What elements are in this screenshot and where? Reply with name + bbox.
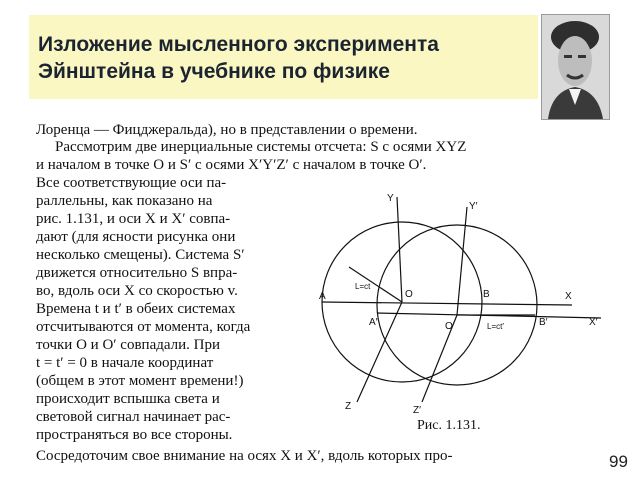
label-z: Z [345, 401, 352, 412]
label-x-prime: X′ [589, 317, 598, 328]
text-line: Сосредоточим свое внимание на осях X и X′, вдоль которых про- [36, 448, 453, 464]
text-line: (общем в этот момент времени!) [36, 373, 244, 389]
text-line: рис. 1.131, и оси X и X′ совпа- [36, 211, 231, 227]
label-b-prime: B′ [539, 317, 548, 328]
label-radius-ct: L=ct [355, 282, 371, 291]
page-number: 99 [609, 452, 628, 471]
label-radius-ct-prime: L=ct′ [487, 322, 504, 331]
text-line: движется относительно S впра- [36, 265, 238, 281]
x-axis [322, 302, 572, 305]
slide-title [38, 31, 538, 85]
text-line: отсчитываются от момента, когда [36, 319, 251, 335]
label-o-prime: O′ [445, 321, 455, 332]
figure-1-131 [317, 187, 601, 447]
text-line: Все соответствующие оси па- [36, 175, 227, 191]
slide-title-line-2: Эйнштейна в учебнике по физике [38, 60, 390, 83]
slide-title-line-1: Изложение мысленного эксперимента [38, 33, 439, 56]
text-line: Лоренца — Фицджеральда), но в представлении о времени. [36, 122, 418, 138]
text-line: дают (для ясности рисунка они [36, 229, 236, 245]
textbook-page [33, 122, 601, 468]
text-line: происходит вспышка света и [36, 391, 220, 407]
einstein-portrait [541, 14, 610, 120]
y-axis [397, 197, 402, 302]
text-line: во, вдоль оси X со скоростью v. [36, 283, 238, 299]
y-prime-axis [457, 207, 467, 315]
text-line: точки O и O′ совпадали. При [36, 337, 221, 353]
label-z-prime: Z′ [413, 405, 421, 416]
label-y: Y [387, 193, 394, 204]
label-a: A [319, 291, 326, 302]
label-b: B [483, 289, 490, 300]
text-line: Времена t и t′ в обеих системах [36, 301, 236, 317]
text-line: и началом в точке O и S′ с осями X′Y′Z′ с началом в точке O′. [36, 157, 427, 173]
figure-caption: Рис. 1.131. [417, 418, 481, 433]
label-y-prime: Y′ [469, 201, 478, 212]
text-line: пространяться во все стороны. [36, 427, 233, 443]
z-axis [357, 302, 402, 402]
text-line: несколько смещены). Система S′ [36, 247, 245, 263]
label-x: X [565, 291, 572, 302]
text-line: световой сигнал начинает рас- [36, 409, 231, 425]
text-line: t = t′ = 0 в начале координат [36, 355, 214, 371]
label-a-prime: A′ [369, 317, 378, 328]
label-o: O [405, 289, 413, 300]
text-line: раллельны, как показано на [36, 193, 213, 209]
text-line: Рассмотрим две инерциальные системы отсчета: S с осями XYZ [55, 139, 467, 155]
